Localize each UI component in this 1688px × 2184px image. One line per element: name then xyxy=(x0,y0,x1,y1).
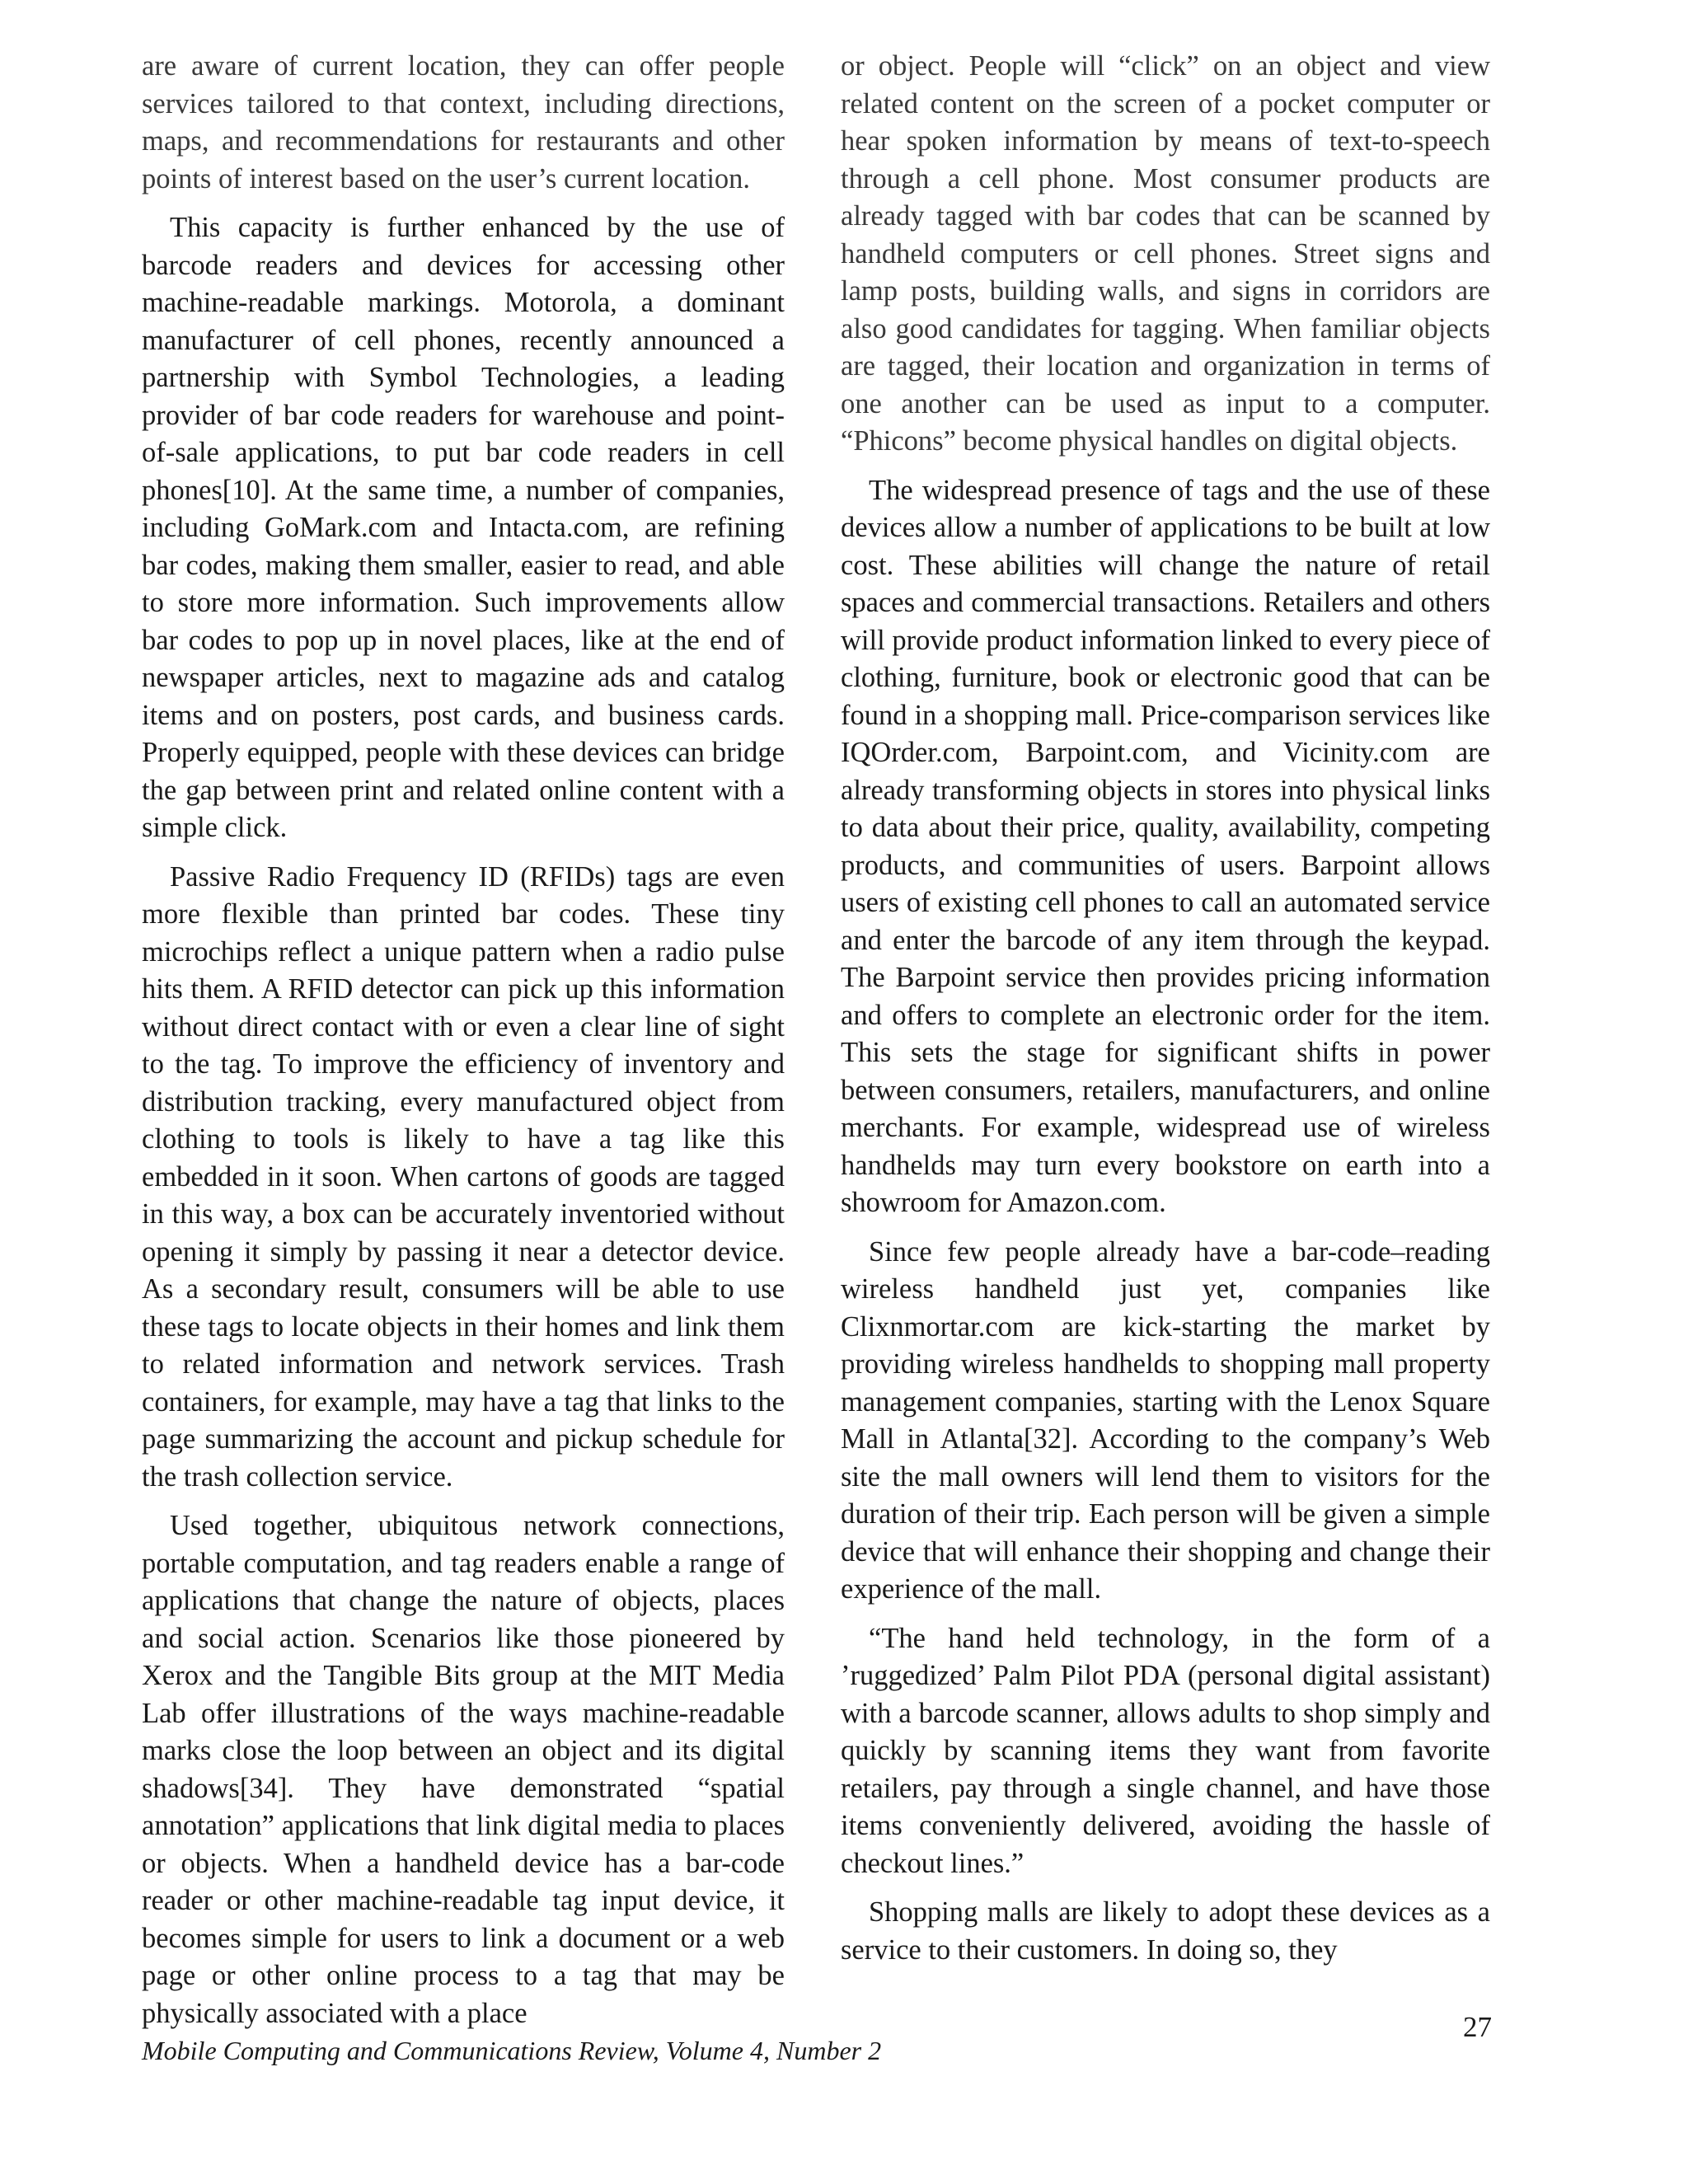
journal-footer: Mobile Computing and Communications Review, Volume 4, Number 2 xyxy=(142,2036,882,2065)
paragraph-barcode-readers: This capacity is further enhanced by the use of barcode readers and devices for accessing other machine-readable markings. Motorola, a dominant manufacturer of cell phones, recently announced a partnership with Symbol Technologies, a leading provider of bar code readers for warehouse and point-of-sale applications, to put bar code readers in cell phones[10]. At the same time, a number of companies, including GoMark.com and Intacta.com, are refining bar codes, making them smaller, easier to read, and able to store more information. Such improvements allow bar codes to pop up in novel places, like at the end of newspaper articles, next to magazine ads and catalog items and on posters, post cards, and business cards. Properly equipped, people with these devices can bridge the gap between print and related online content with a simple click. xyxy=(142,212,785,843)
paragraph-shopping-malls: Shopping malls are likely to adopt these devices as a service to their customers. In doing so, they xyxy=(841,1896,1490,1966)
paragraph-widespread-tags: The widespread presence of tags and the use of these devices allow a number of applications to be built at low cost. These abilities will change the nature of retail spaces and commercial transactions. Retailers and others will provide product information linked to every piece of clothing, furniture, book or electronic good that can be found in a shopping mall. Price-comparison services like IQOrder.com, Barpoint.com, and Vicinity.com are already transforming objects in stores into physical links to data about their price, quality, availability, competing products, and communities of users. Barpoint allows users of existing cell phones to call an automated service and enter the barcode of any item through the keypad. The Barpoint service then provides pricing information and offers to complete an electronic order for the item. This sets the stage for significant shifts in power between consumers, retailers, manufacturers, and online merchants. For example, widespread use of wireless handhelds may turn every bookstore on earth into a showroom for Amazon.com. xyxy=(841,474,1490,1218)
paragraph-click-objects: or object. People will “click” on an object and view related content on the screen of a pocket computer or hear spoken information by means of text-to-speech through a cell phone. Most consumer products are already tagged with bar codes that can be scanned by handheld computers or cell phones. Street signs and lamp posts, building walls, and signs in corridors are also good candidates for tagging. When familiar objects are tagged, their location and organization in terms of one another can be used as input to a computer. “Phicons” become physical handles on digital objects. xyxy=(841,50,1490,457)
paragraph-quote-palm-pilot: “The hand held technology, in the form of a ’ruggedized’ Palm Pilot PDA (personal digital assistant) with a barcode scanner, allows adults to shop simply and quickly by scanning items they want from favorite retailers, pay through a single channel, and have those items conveniently delivered, avoiding the hassle of checkout lines.” xyxy=(841,1622,1490,1879)
paragraph-clixnmortar: Since few people already have a bar-code–reading wireless handheld just yet, companies like Clixnmortar.com are kick-starting the market by providing wireless handhelds to shopping mall property management companies, starting with the Lenox Square Mall in Atlanta[32]. According to the company’s Web site the mall owners will lend them to visitors for the duration of their trip. Each person will be given a simple device that will enhance their shopping and change their experience of the mall. xyxy=(841,1235,1490,1605)
paragraph-location-services: are aware of current location, they can offer people services tailored to that context, including directions, maps, and recommendations for restaurants and other points of interest based on the user’s current location. xyxy=(142,50,785,194)
paragraph-rfid-tags: Passive Radio Frequency ID (RFIDs) tags are even more flexible than printed bar codes. These tiny microchips reflect a unique pattern when a radio pulse hits them. A RFID detector can pick up this information without direct contact with or even a clear line of sight to the tag. To improve the efficiency of inventory and distribution tracking, every manufactured object from clothing to tools is likely to have a tag like this embedded in it soon. When cartons of goods are tagged in this way, a box can be accurately inventoried without opening it simply by passing it near a detector device. As a secondary result, consumers will be able to use these tags to locate objects in their homes and link them to related information and network services. Trash containers, for example, may have a tag that links to the page summarizing the account and pickup schedule for the trash collection service. xyxy=(142,860,785,1493)
paragraph-used-together: Used together, ubiquitous network connections, portable computation, and tag readers enable a range of applications that change the nature of objects, places and social action. Scenarios like those pioneered by Xerox and the Tangible Bits group at the MIT Media Lab offer illustrations of the ways machine-readable marks close the loop between an object and its digital shadows[34]. They have demonstrated “spatial annotation” applications that link digital media to places or objects. When a handheld device has a bar-code reader or other machine-readable tag input device, it becomes simple for users to link a document or a web page or other online process to a tag that may be physically associated with a place xyxy=(142,1510,785,2029)
page-number: 27 xyxy=(1463,2011,1492,2043)
left-column xyxy=(142,48,785,2044)
right-column xyxy=(841,48,1490,1980)
